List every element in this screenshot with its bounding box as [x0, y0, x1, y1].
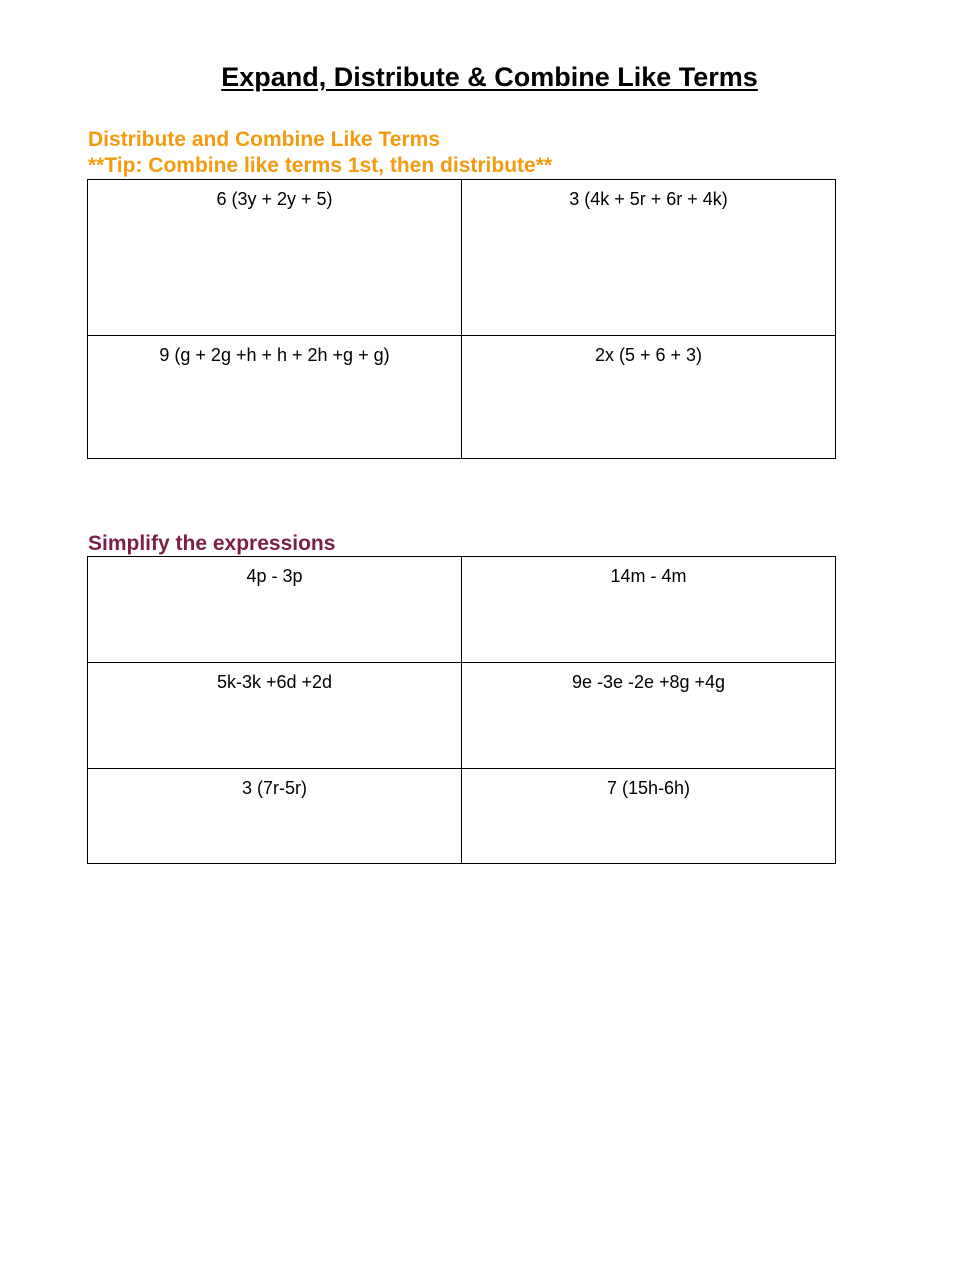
table-row	[88, 557, 836, 663]
problem-cell: 4p - 3p	[88, 557, 462, 663]
table-row	[88, 336, 836, 459]
table-row	[88, 663, 836, 769]
problem-cell: 9 (g + 2g +h + h + 2h +g + g)	[88, 336, 462, 459]
simplify-problems-table	[87, 556, 836, 864]
section2-heading: Simplify the expressions	[88, 532, 336, 555]
problem-cell: 5k-3k +6d +2d	[88, 663, 462, 769]
page-title: Expand, Distribute & Combine Like Terms	[221, 62, 758, 92]
table-row	[88, 180, 836, 336]
distribute-problems-table	[87, 179, 836, 459]
section1-tip: **Tip: Combine like terms 1st, then distribute**	[88, 154, 553, 177]
table-row	[88, 769, 836, 864]
problem-cell: 7 (15h-6h)	[462, 769, 836, 864]
problem-cell: 3 (7r-5r)	[88, 769, 462, 864]
problem-cell: 3 (4k + 5r + 6r + 4k)	[462, 180, 836, 336]
problem-cell: 9e -3e -2e +8g +4g	[462, 663, 836, 769]
problem-cell: 6 (3y + 2y + 5)	[88, 180, 462, 336]
problem-cell: 2x (5 + 6 + 3)	[462, 336, 836, 459]
problem-cell: 14m - 4m	[462, 557, 836, 663]
section1-heading: Distribute and Combine Like Terms	[88, 128, 441, 151]
